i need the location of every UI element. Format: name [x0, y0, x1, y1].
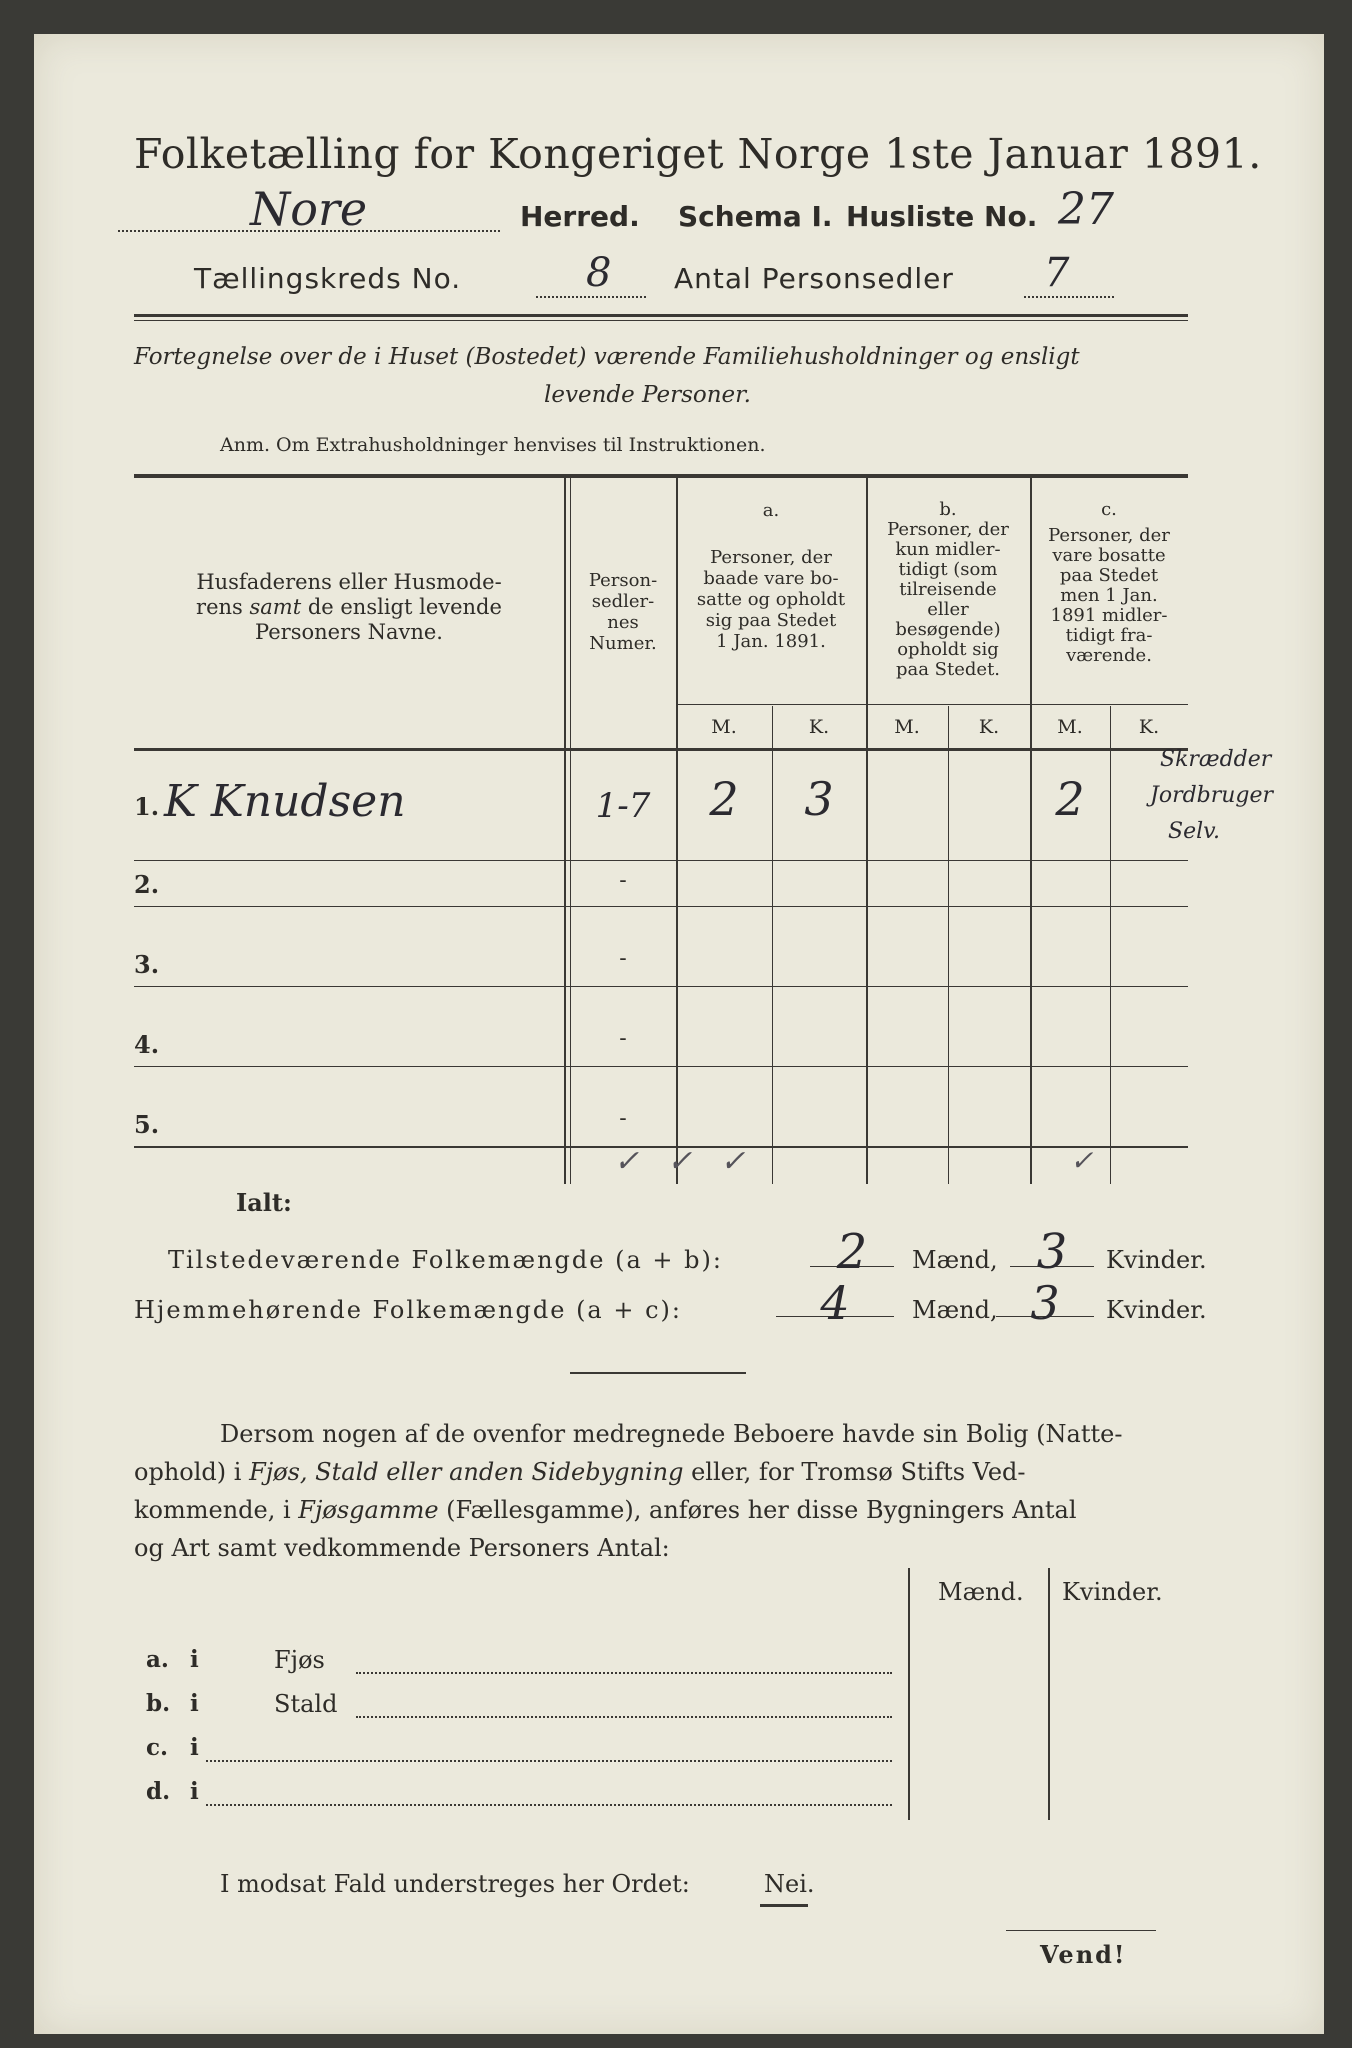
check-tick: ✓: [1070, 1144, 1094, 1177]
husliste-value: 27: [1058, 184, 1114, 235]
row-a-k: 3: [804, 772, 834, 826]
b-k-label: K.: [978, 716, 1000, 738]
bolig-dots: [356, 1716, 892, 1718]
form-title: Folketælling for Kongeriget Norge 1ste Januar 1891.: [134, 130, 1262, 178]
ialt-label: Ialt:: [236, 1188, 292, 1217]
col-divider-b-mk: [948, 706, 949, 1184]
row-sedler: 1-7: [595, 786, 651, 826]
hjemme-kvinder: Kvinder.: [1106, 1296, 1207, 1324]
bolig-maend-header: Mænd.: [938, 1578, 1024, 1606]
mk-top-rule: [676, 704, 1188, 705]
bolig-line-1: Dersom nogen af de ovenfor medregnede Beboere havde sin Bolig (Natte-: [220, 1420, 1123, 1448]
kreds-underline: [536, 296, 646, 298]
bolig-line-4: og Art samt vedkommende Personers Antal:: [134, 1534, 670, 1562]
row-number: 2.: [134, 870, 160, 899]
c-k-label: K.: [1138, 716, 1160, 738]
col-num-header: Person- sedler- nes Numer.: [588, 570, 658, 654]
bolig-label: Stald: [274, 1690, 338, 1718]
kreds-label: Tællingskreds No.: [194, 262, 462, 295]
header-rule-thin: [134, 320, 1188, 321]
hjemme-label: Hjemmehørende Folkemængde (a + c):: [134, 1296, 682, 1324]
col-divider-c-mk: [1110, 706, 1111, 1184]
modsat-text: I modsat Fald understreges her Ordet:: [220, 1870, 690, 1898]
row-rule: [134, 986, 1188, 987]
hjemme-m: 4: [820, 1276, 850, 1330]
col-b-header: b. Personer, der kun midler- tidigt (som tilreisende eller besøgende) opholdt sig paa Stedet.: [887, 499, 1009, 680]
bolig-i: i: [190, 1734, 199, 1761]
nei-underline: [760, 1904, 808, 1907]
husliste-label: Husliste No.: [846, 200, 1038, 233]
bolig-label: Fjøs: [274, 1646, 325, 1674]
bolig-kvinder-header: Kvinder.: [1062, 1578, 1163, 1606]
personsedler-label: Antal Personsedler: [674, 262, 954, 295]
a-m-label: M.: [711, 716, 737, 738]
row-rule: [134, 1066, 1188, 1067]
bolig-i: i: [190, 1646, 199, 1673]
header-bottom-rule: [134, 748, 1188, 751]
schema-label: Schema I.: [678, 200, 833, 233]
personsedler-underline: [1024, 296, 1114, 298]
margin-note: Skrædder Jordbruger Selv.: [1150, 747, 1274, 844]
check-ticks: ✓✓✓: [614, 1144, 774, 1179]
bolig-letter: b.: [146, 1690, 171, 1717]
bolig-dots: [206, 1804, 892, 1806]
personsedler-value: 7: [1044, 250, 1070, 296]
intro-line-2: levende Personer.: [544, 382, 751, 408]
census-form-page: [34, 34, 1324, 2034]
bolig-dots: [356, 1672, 892, 1674]
row-rule: [134, 860, 1188, 861]
col-name-header: Husfaderens eller Husmode- rens samt de ensligt levende Personers Navne.: [196, 570, 502, 644]
bolig-dots: [206, 1760, 892, 1762]
bolig-line-3: kommende, i Fjøsgamme (Fællesgamme), anføres her disse Bygningers Antal: [134, 1496, 1077, 1524]
tilstede-label: Tilstedeværende Folkemængde (a + b):: [168, 1246, 723, 1274]
tilstede-m: 2: [836, 1224, 868, 1280]
row-number: 3.: [134, 950, 160, 979]
a-k-label: K.: [808, 716, 830, 738]
herred-label: Herred.: [520, 200, 640, 233]
col-divider-1: [564, 476, 566, 1184]
row-sedler: -: [619, 946, 627, 971]
bolig-letter: a.: [146, 1646, 169, 1673]
vend-text: Vend!: [1040, 1940, 1127, 1969]
tilstede-k: 3: [1036, 1224, 1068, 1280]
herred-value: Nore: [250, 182, 368, 236]
row-rule: [134, 906, 1188, 907]
section-divider: [570, 1372, 746, 1374]
hjemme-maend: Mænd,: [912, 1296, 998, 1324]
bolig-line-2: ophold) i Fjøs, Stald eller anden Sidebygning eller, for Tromsø Stifts Ved-: [134, 1458, 1026, 1486]
row-name: K Knudsen: [164, 776, 406, 827]
bolig-i: i: [190, 1690, 199, 1717]
tilstede-maend: Mænd,: [912, 1246, 998, 1274]
intro-line-1: Fortegnelse over de i Huset (Bostedet) værende Familiehusholdninger og ensligt: [134, 344, 1080, 370]
header-rule: [134, 314, 1188, 317]
row-number: 4.: [134, 1030, 160, 1059]
row-sedler: -: [619, 1106, 627, 1131]
bolig-letter: d.: [146, 1778, 171, 1805]
row-a-m: 2: [709, 772, 739, 826]
col-c-header: c. Personer, der vare bosatte paa Stedet men 1 Jan. 1891 midler- tidigt fra- værende.: [1048, 499, 1170, 666]
bolig-i: i: [190, 1778, 199, 1805]
bolig-col-divider-1: [908, 1568, 910, 1820]
hjemme-k: 3: [1030, 1276, 1060, 1330]
bolig-col-divider-2: [1048, 1568, 1050, 1820]
row-sedler: -: [619, 868, 627, 893]
row-number: 1.: [134, 792, 160, 821]
anm-note: Anm. Om Extrahusholdninger henvises til Instruktionen.: [220, 434, 766, 456]
c-m-label: M.: [1057, 716, 1083, 738]
tilstede-kvinder: Kvinder.: [1106, 1246, 1207, 1274]
kreds-value: 8: [586, 250, 612, 296]
b-m-label: M.: [894, 716, 920, 738]
nei-word: Nei.: [764, 1870, 815, 1898]
row-sedler: -: [619, 1026, 627, 1051]
row-number: 5.: [134, 1110, 160, 1139]
col-a-header: a. Personer, der baade vare bo- satte og opholdt sig paa Stedet 1 Jan. 1891.: [696, 500, 846, 652]
row-c-m: 2: [1055, 772, 1085, 826]
bolig-letter: c.: [146, 1734, 169, 1761]
vend-rule: [1006, 1930, 1156, 1931]
